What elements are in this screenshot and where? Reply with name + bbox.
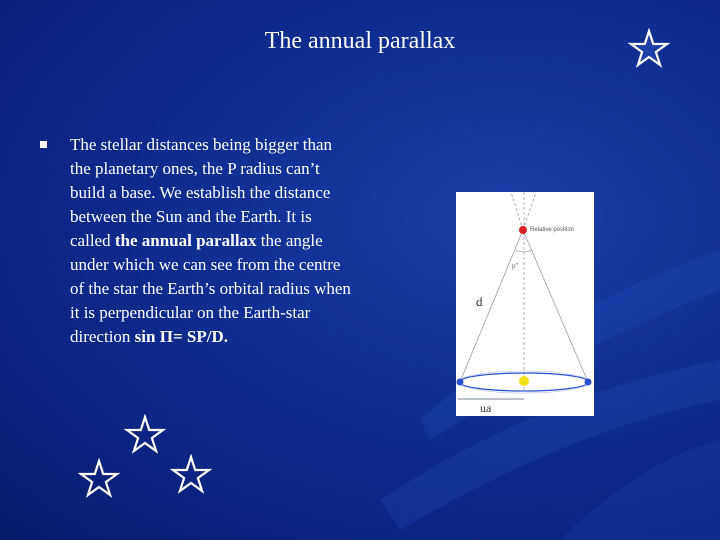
extended-sightline-left [511, 192, 523, 230]
star-point [519, 226, 527, 234]
paragraph-formula: sin Π= SP/D. [134, 327, 228, 346]
star-outline-icon [628, 28, 670, 70]
star-point-label: Relative position [530, 227, 575, 233]
base-label: ua [480, 401, 492, 415]
left-sightline [460, 230, 523, 382]
slide-title: The annual parallax [264, 28, 456, 54]
star-outline-icon [170, 454, 212, 496]
parallax-diagram [456, 192, 594, 416]
star-outline-icon [124, 414, 166, 456]
parallax-diagram-svg [456, 192, 594, 416]
star-outline-icon [78, 458, 120, 500]
extended-sightline-right [523, 192, 536, 230]
earth-left-point [457, 379, 464, 386]
paragraph-bold-term: the annual parallax [114, 231, 257, 250]
paragraph-text-1: The stellar distances being bigger than the planetary ones, the P radius can’t build a base. We establish the distance between the Sun and the Earth. It is called [70, 135, 332, 250]
bullet-marker [40, 140, 50, 150]
body-paragraph [70, 133, 355, 349]
earth-right-point [585, 379, 592, 386]
right-sightline [523, 230, 588, 382]
sun-point [519, 376, 529, 386]
angle-label: p" [512, 262, 519, 270]
parallax-angle-arc [516, 250, 532, 252]
paragraph-text-2: the angle under which we can see from the centre of the star the Earth’s orbital radius when it is perpendicular on the Earth-star direction [70, 231, 351, 346]
distance-label: d [476, 294, 483, 309]
